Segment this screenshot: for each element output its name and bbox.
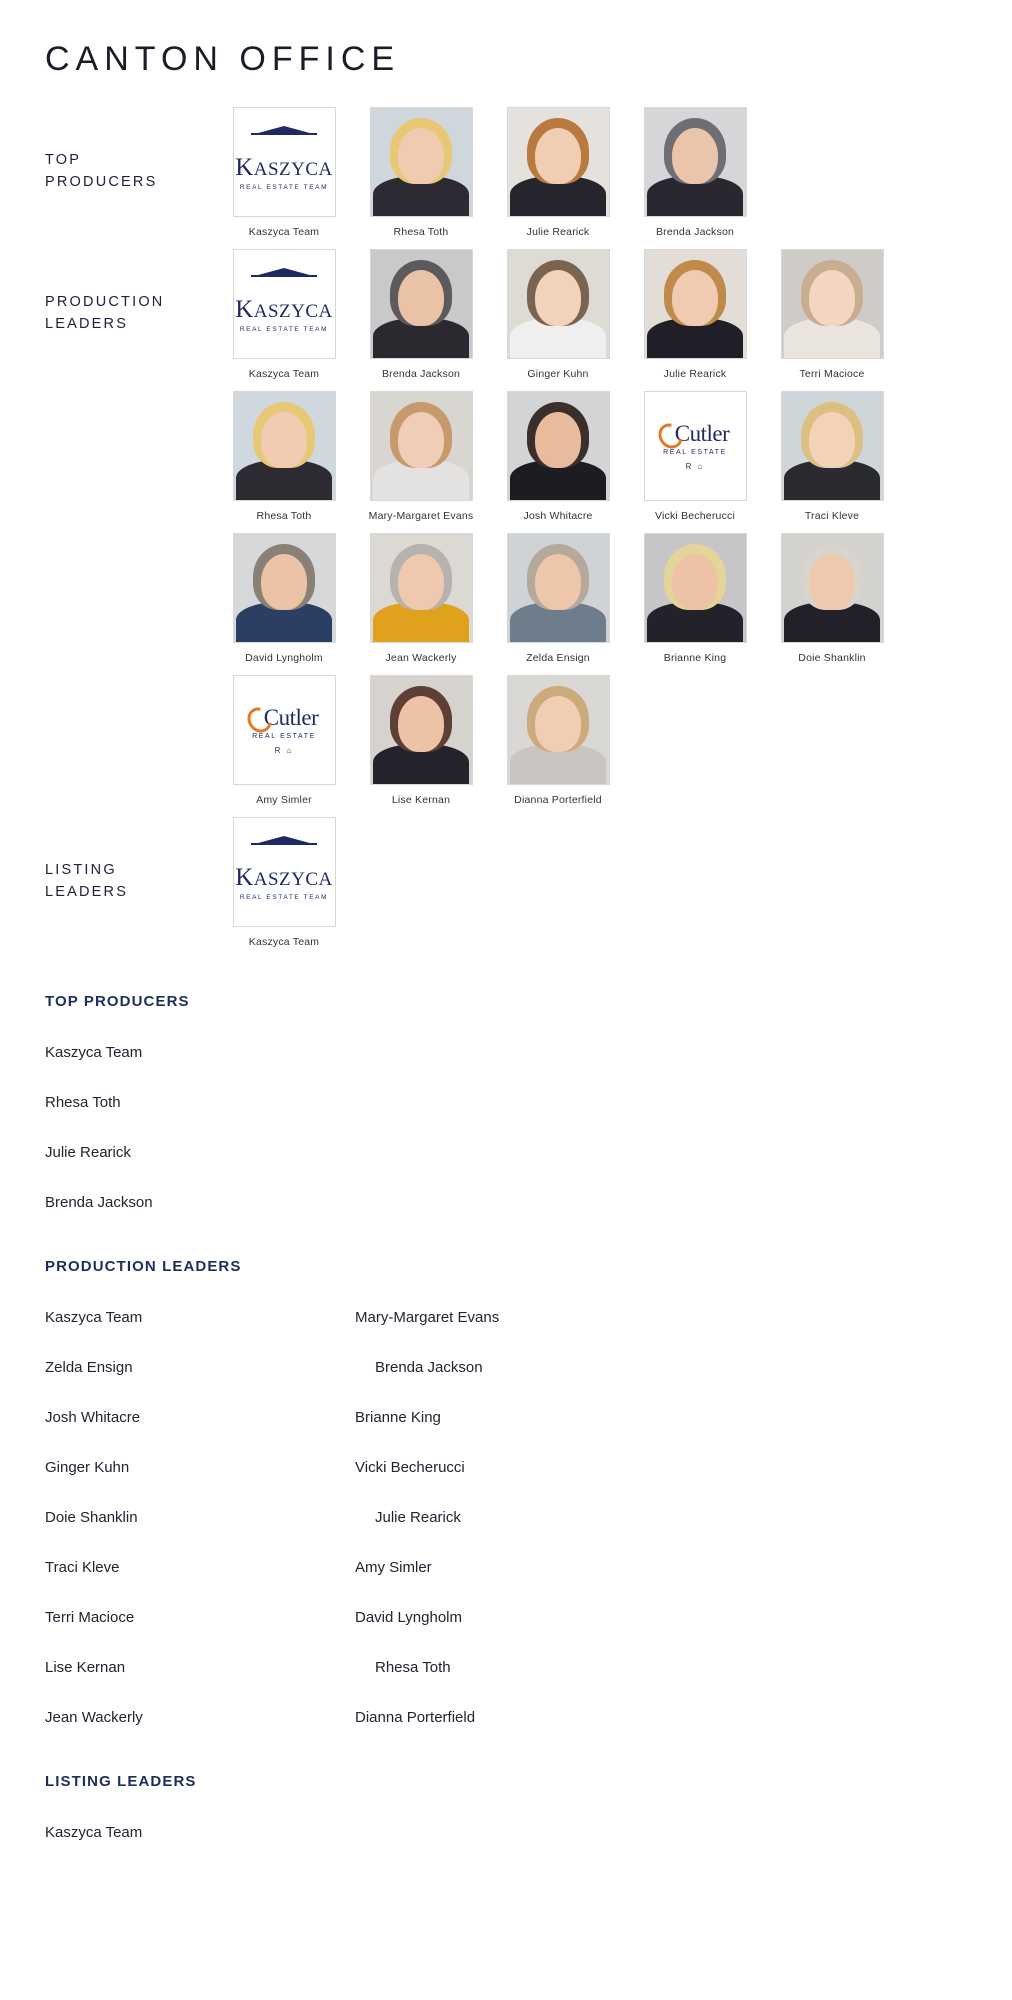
- agent-name-caption: Brenda Jackson: [381, 368, 461, 380]
- kaszyca-roof-icon: [251, 843, 317, 854]
- list-heading: LISTING LEADERS: [45, 1773, 197, 1790]
- agent-logo-tile: [233, 817, 336, 927]
- portrait-photo: [371, 250, 472, 358]
- agent-card[interactable]: [499, 675, 617, 807]
- agent-name-caption: Kaszyca Team: [248, 936, 320, 948]
- name-list: [45, 1028, 967, 1228]
- list-item: Rhesa Toth: [45, 1094, 121, 1111]
- portrait-photo: [645, 108, 746, 216]
- grid-row: [225, 817, 982, 959]
- kaszyca-logo: [235, 275, 333, 334]
- grid-row: [225, 249, 982, 391]
- list-item: Brenda Jackson: [375, 1359, 483, 1376]
- agent-photo-tile: [370, 533, 473, 643]
- grid-section-label-line: TOP: [45, 152, 82, 168]
- agent-card[interactable]: [362, 391, 480, 523]
- kaszyca-roof-icon: [251, 275, 317, 286]
- grid-section-label-line: LEADERS: [45, 884, 129, 900]
- realtor-equal-housing-icon: R ⌂: [274, 745, 294, 755]
- agent-photo-tile: [781, 533, 884, 643]
- agent-name-caption: Kaszyca Team: [248, 368, 320, 380]
- agent-logo-tile: [233, 107, 336, 217]
- grid-section-label-line: PRODUCTION: [45, 294, 165, 310]
- agent-card[interactable]: [773, 533, 891, 665]
- agent-card[interactable]: [362, 533, 480, 665]
- name-list: [45, 1293, 967, 1743]
- portrait-photo: [234, 534, 335, 642]
- page-title: CANTON OFFICE: [45, 40, 401, 78]
- list-item: Brenda Jackson: [45, 1194, 153, 1211]
- agent-photo-tile: [370, 391, 473, 501]
- agent-card[interactable]: [362, 675, 480, 807]
- agent-card[interactable]: [499, 249, 617, 381]
- agent-card[interactable]: [225, 533, 343, 665]
- portrait-photo: [508, 108, 609, 216]
- portrait-photo: [371, 534, 472, 642]
- kaszyca-roof-icon: [251, 133, 317, 144]
- agent-photo-tile: [233, 533, 336, 643]
- agent-name-caption: Zelda Ensign: [526, 652, 590, 664]
- agent-name-caption: Julie Rearick: [663, 368, 727, 380]
- grid-section-label: [45, 249, 225, 335]
- list-item: Traci Kleve: [45, 1559, 120, 1576]
- kaszyca-subtitle: REAL ESTATE TEAM: [239, 325, 329, 333]
- kaszyca-subtitle: REAL ESTATE TEAM: [239, 893, 329, 901]
- agent-photo-tile: [507, 533, 610, 643]
- grid-row: [225, 533, 982, 675]
- cutler-subtitle: REAL ESTATE: [663, 448, 727, 456]
- portrait-photo: [234, 392, 335, 500]
- portrait-photo: [508, 676, 609, 784]
- agent-logo-tile: [644, 391, 747, 501]
- kaszyca-wordmark: KASZYCA: [235, 153, 333, 181]
- list-item: David Lyngholm: [355, 1609, 462, 1626]
- grid-row: [225, 391, 982, 533]
- portrait-photo: [645, 250, 746, 358]
- portrait-photo: [371, 676, 472, 784]
- agent-card[interactable]: [636, 107, 754, 239]
- agent-photo-tile: [644, 107, 747, 217]
- agent-photo-tile: [644, 533, 747, 643]
- list-item: Rhesa Toth: [375, 1659, 451, 1676]
- list-item: Kaszyca Team: [45, 1044, 143, 1061]
- agent-name-caption: Brenda Jackson: [655, 226, 735, 238]
- grid-section-rows: [225, 817, 982, 959]
- list-heading: PRODUCTION LEADERS: [45, 1258, 242, 1275]
- agent-photo-tile: [370, 249, 473, 359]
- list-item: Amy Simler: [355, 1559, 432, 1576]
- agent-name-caption: Vicki Becherucci: [654, 510, 736, 522]
- list-item: Lise Kernan: [45, 1659, 126, 1676]
- portrait-photo: [782, 534, 883, 642]
- portrait-photo: [371, 108, 472, 216]
- agent-card[interactable]: [225, 675, 343, 807]
- kaszyca-logo: [235, 843, 333, 902]
- agent-card[interactable]: [636, 249, 754, 381]
- cutler-logo: [234, 706, 335, 755]
- grid-section-rows: [225, 249, 982, 817]
- list-item: Jean Wackerly: [45, 1709, 143, 1726]
- list-item: Josh Whitacre: [45, 1409, 141, 1426]
- agent-photo-tile: [507, 675, 610, 785]
- agent-card[interactable]: [225, 249, 343, 381]
- cutler-logo: [645, 422, 746, 471]
- agent-name-caption: Julie Rearick: [526, 226, 590, 238]
- agent-name-caption: Mary-Margaret Evans: [368, 510, 474, 522]
- agent-photo-tile: [233, 391, 336, 501]
- grid-section-label-line: LEADERS: [45, 316, 129, 332]
- agent-card[interactable]: [499, 107, 617, 239]
- agent-card[interactable]: [225, 107, 343, 239]
- agent-photo-tile: [507, 107, 610, 217]
- list-item: Dianna Porterfield: [355, 1709, 476, 1726]
- agent-name-caption: Dianna Porterfield: [514, 794, 602, 806]
- kaszyca-subtitle: REAL ESTATE TEAM: [239, 183, 329, 191]
- list-item: Zelda Ensign: [45, 1359, 133, 1376]
- agent-name-caption: Kaszyca Team: [248, 226, 320, 238]
- grid-section-label: [45, 107, 225, 193]
- grid-section-label-line: PRODUCERS: [45, 174, 158, 190]
- agent-name-caption: Josh Whitacre: [523, 510, 593, 522]
- list-heading: TOP PRODUCERS: [45, 993, 190, 1010]
- agent-name-caption: Jean Wackerly: [385, 652, 457, 664]
- list-item: Terri Macioce: [45, 1609, 135, 1626]
- grid-section-rows: [225, 107, 982, 249]
- cutler-subtitle: REAL ESTATE: [252, 732, 316, 740]
- agent-name-caption: Rhesa Toth: [256, 510, 312, 522]
- agent-photo-tile: [370, 675, 473, 785]
- agent-card[interactable]: [636, 391, 754, 523]
- grid-section-label: [45, 817, 225, 903]
- kaszyca-wordmark: KASZYCA: [235, 295, 333, 323]
- cutler-wordmark: Cutler: [661, 422, 730, 445]
- agent-name-caption: Doie Shanklin: [798, 652, 866, 664]
- agent-photo-tile: [507, 249, 610, 359]
- agent-card[interactable]: [773, 249, 891, 381]
- name-list: [45, 1808, 967, 1858]
- agent-photo-tile: [644, 249, 747, 359]
- agent-photo-tile: [781, 391, 884, 501]
- agent-card[interactable]: [636, 533, 754, 665]
- grid-row: [225, 107, 982, 249]
- realtor-equal-housing-icon: R ⌂: [685, 461, 705, 471]
- agent-card[interactable]: [499, 533, 617, 665]
- portrait-photo: [782, 392, 883, 500]
- agent-card[interactable]: [362, 107, 480, 239]
- list-item: Julie Rearick: [375, 1509, 461, 1526]
- list-item: Kaszyca Team: [45, 1309, 143, 1326]
- list-item: Doie Shanklin: [45, 1509, 138, 1526]
- list-item: Kaszyca Team: [45, 1824, 143, 1841]
- portrait-photo: [508, 534, 609, 642]
- agent-name-caption: David Lyngholm: [245, 652, 323, 664]
- agent-name-caption: Terri Macioce: [799, 368, 865, 380]
- list-item: Ginger Kuhn: [45, 1459, 130, 1476]
- list-item: Brianne King: [355, 1409, 441, 1426]
- agent-photo-tile: [507, 391, 610, 501]
- grid-section-label-line: LISTING: [45, 862, 117, 878]
- agent-card[interactable]: [362, 249, 480, 381]
- agent-card[interactable]: [499, 391, 617, 523]
- agent-name-caption: Brianne King: [663, 652, 727, 664]
- kaszyca-logo: [235, 133, 333, 192]
- agent-name-caption: Ginger Kuhn: [527, 368, 589, 380]
- agent-card[interactable]: [225, 391, 343, 523]
- kaszyca-wordmark: KASZYCA: [235, 863, 333, 891]
- portrait-photo: [371, 392, 472, 500]
- photo-grid-area: [0, 107, 1012, 959]
- agent-name-caption: Amy Simler: [256, 794, 312, 806]
- grid-row: [225, 675, 982, 817]
- agent-card[interactable]: [225, 817, 343, 949]
- agent-name-caption: Rhesa Toth: [393, 226, 449, 238]
- name-lists-area: [0, 959, 1012, 1898]
- grid-section: [45, 817, 982, 959]
- grid-section: [45, 249, 982, 817]
- portrait-photo: [645, 534, 746, 642]
- portrait-photo: [508, 250, 609, 358]
- agent-logo-tile: [233, 249, 336, 359]
- agent-logo-tile: [233, 675, 336, 785]
- portrait-photo: [508, 392, 609, 500]
- agent-name-caption: Lise Kernan: [391, 794, 451, 806]
- list-item: Mary-Margaret Evans: [355, 1309, 500, 1326]
- portrait-photo: [782, 250, 883, 358]
- grid-section: [45, 107, 982, 249]
- cutler-wordmark: Cutler: [250, 706, 319, 729]
- agent-photo-tile: [781, 249, 884, 359]
- list-item: Vicki Becherucci: [355, 1459, 465, 1476]
- list-item: Julie Rearick: [45, 1144, 131, 1161]
- agent-photo-tile: [370, 107, 473, 217]
- agent-card[interactable]: [773, 391, 891, 523]
- agent-name-caption: Traci Kleve: [804, 510, 860, 522]
